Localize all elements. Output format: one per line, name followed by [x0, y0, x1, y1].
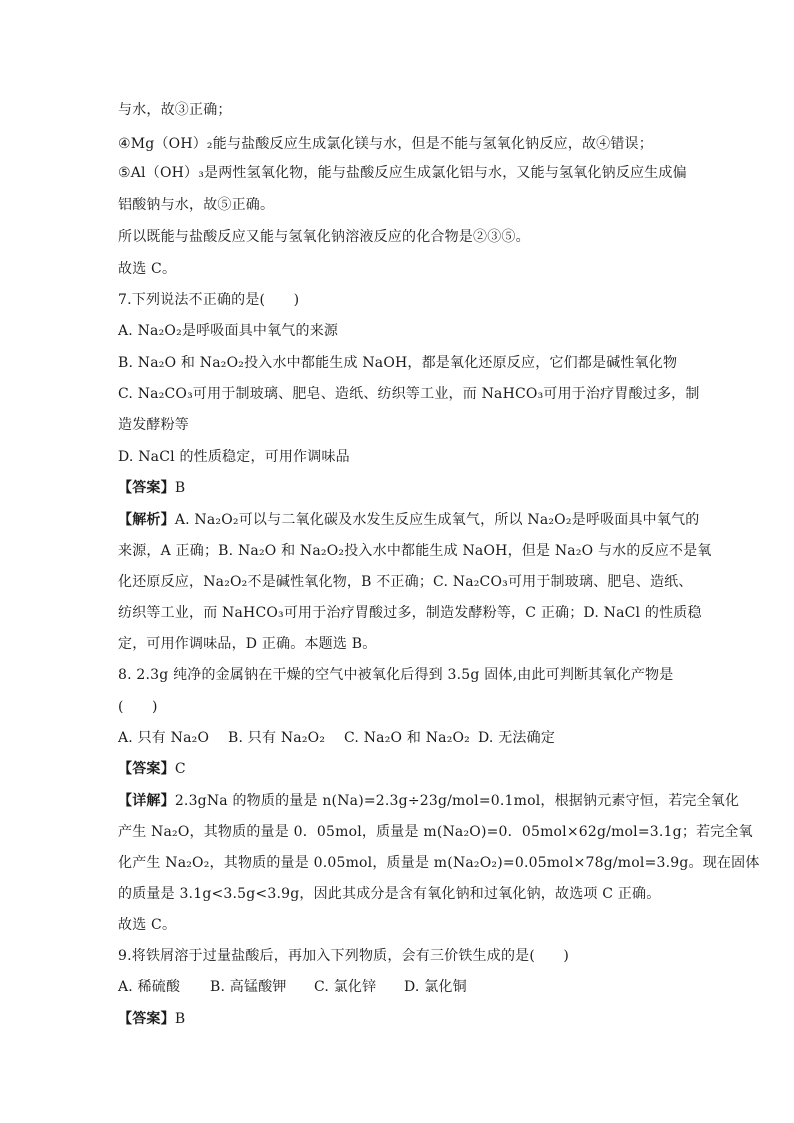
answer-value: B: [174, 1011, 186, 1027]
question-title: 7.下列说法不正确的是( ): [118, 292, 300, 308]
analysis-label: 【解析】: [118, 512, 175, 528]
detail-text: 2.3gNa 的物质的量是 n(Na)=2.3g÷23g/mol=0.1mol，根据钠元素守恒，若完全氧化: [174, 793, 740, 809]
answer-value: C: [174, 761, 186, 777]
option-a: A. Na₂O₂是呼吸面具中氧气的来源: [118, 323, 339, 339]
text-line: 的质量是 3.1g<3.5g<3.9g，因此其成分是含有氧化钠和过氧化钠，故选项 C 正确。: [118, 886, 661, 902]
text-line: 产生 Na₂O，其物质的量是 0．05mol，质量是 m(Na₂O)=0．05mol×62g/mol=3.1g；若完全氧: [118, 824, 753, 840]
option-c: C. Na₂O 和 Na₂O₂: [344, 730, 470, 746]
text-line: 来源，A 正确；B. Na₂O 和 Na₂O₂投入水中都能生成 NaOH，但是 Na₂O 与水的反应不是氧: [118, 543, 712, 559]
option-c: C. 氯化锌: [314, 979, 377, 995]
option-a: A. 稀硫酸: [118, 979, 181, 995]
option-c: C. Na₂CO₃可用于制玻璃、肥皂、造纸、纺织等工业，而 NaHCO₃可用于治疗胃酸过多，制: [118, 386, 700, 402]
text-line: 故选 C。: [118, 261, 177, 277]
question-title: 9.将铁屑溶于过量盐酸后，再加入下列物质，会有三价铁生成的是( ): [118, 948, 570, 964]
answer-value: B: [174, 480, 186, 496]
answer-label: 【答案】: [118, 761, 175, 777]
analysis-line: [118, 510, 700, 530]
text-line: 铝酸钠与水，故⑤正确。: [118, 197, 275, 213]
option-d: D. 氯化铜: [404, 979, 467, 995]
option-b: B. Na₂O 和 Na₂O₂投入水中都能生成 NaOH，都是氧化还原反应，它们都是碱性氧化物: [118, 355, 678, 371]
text-line: 化产生 Na₂O₂，其物质的量是 0.05mol，质量是 m(Na₂O₂)=0.05mol×78g/mol=3.9g。现在固体: [118, 855, 760, 871]
answer-label: 【答案】: [118, 1011, 175, 1027]
options-row: [118, 977, 688, 997]
detail-label: 【详解】: [118, 793, 175, 809]
option-d: D. 无法确定: [478, 730, 556, 746]
answer-line: [118, 759, 688, 779]
answer-line: [118, 478, 688, 498]
text-line: 故选 C。: [118, 917, 177, 933]
text-line: ④Mg（OH）₂能与盐酸反应生成氯化镁与水，但是不能与氢氧化钠反应，故④错误；: [118, 136, 653, 152]
option-a: A. 只有 Na₂O: [118, 730, 210, 746]
text-line: 造发酵粉等: [118, 417, 189, 433]
text-line: 化还原反应，Na₂O₂不是碱性氧化物，B 不正确；C. Na₂CO₃可用于制玻璃、肥皂、造纸、: [118, 574, 693, 590]
text-line: ( ): [118, 699, 158, 715]
detail-line: [118, 791, 740, 811]
text-line: 定，可用作调味品，D 正确。本题选 B。: [118, 636, 377, 652]
text-line: 纺织等工业，而 NaHCO₃可用于治疗胃酸过多，制造发酵粉等，C 正确；D. NaCl 的性质稳: [118, 605, 702, 621]
text-line: 与水，故③正确；: [118, 102, 232, 118]
analysis-text: A. Na₂O₂可以与二氧化碳及水发生反应生成氧气，所以 Na₂O₂是呼吸面具中氧气的: [174, 512, 700, 528]
option-b: B. 高锰酸钾: [210, 979, 287, 995]
text-line: ⑤Al（OH）₃是两性氢氧化物，能与盐酸反应生成氯化铝与水，又能与氢氧化钠反应生成偏: [118, 165, 687, 181]
options-row: [118, 728, 688, 748]
text-line: 所以既能与盐酸反应又能与氢氧化钠溶液反应的化合物是②③⑤。: [118, 229, 530, 245]
question-title: 8. 2.3g 纯净的金属钠在干燥的空气中被氧化后得到 3.5g 固体,由此可判断其氧化产物是: [118, 667, 674, 683]
answer-label: 【答案】: [118, 480, 175, 496]
answer-line: [118, 1009, 688, 1029]
option-d: D. NaCl 的性质稳定，可用作调味品: [118, 449, 350, 465]
option-b: B. 只有 Na₂O₂: [228, 730, 326, 746]
